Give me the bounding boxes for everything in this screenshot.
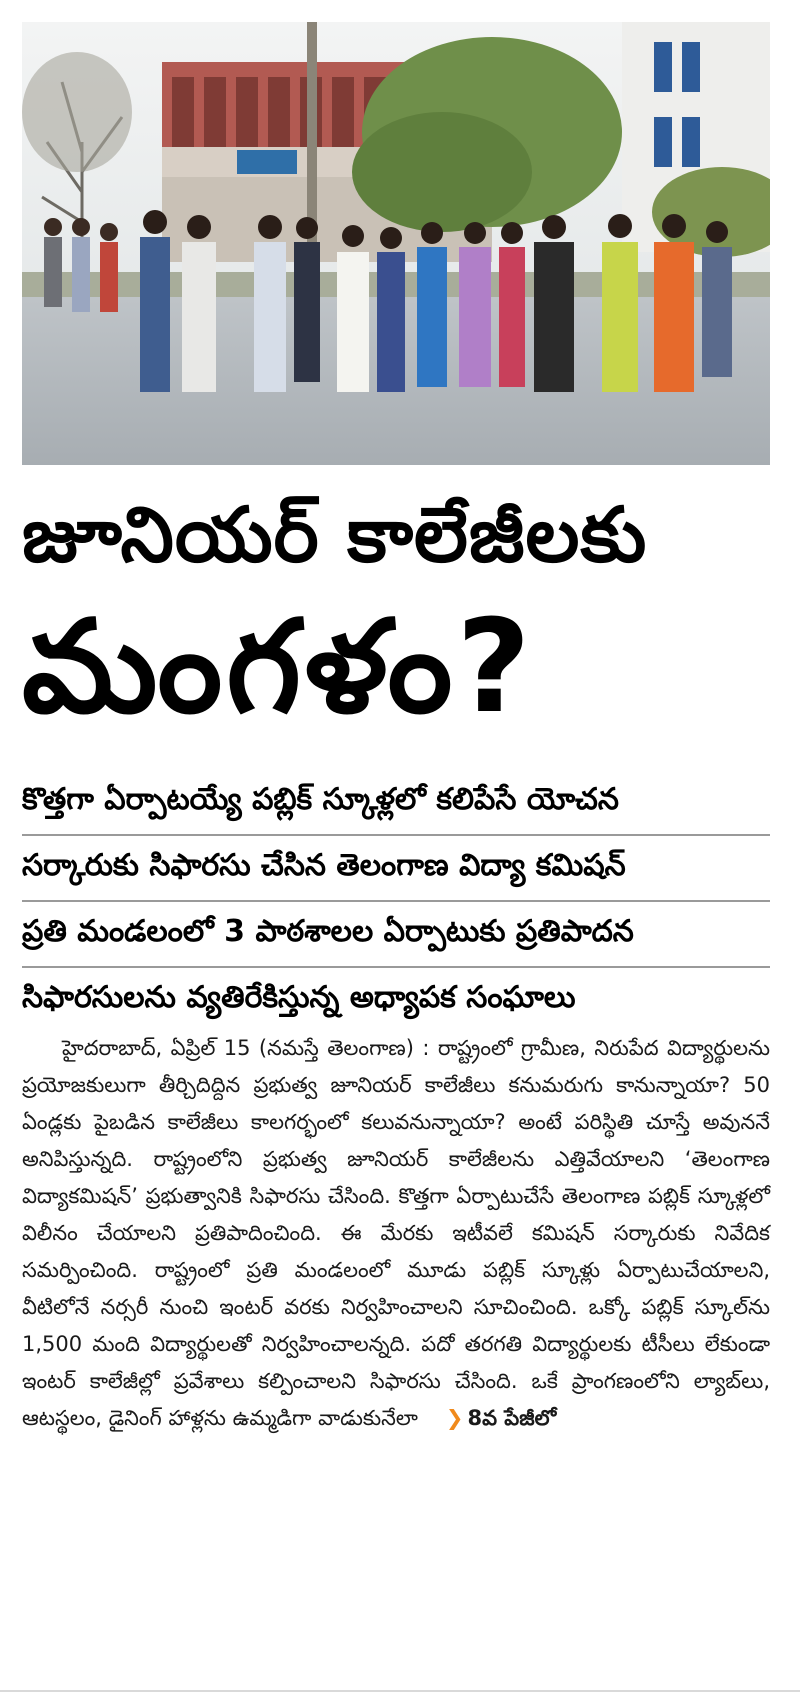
continued-on-page-link[interactable]	[446, 1406, 556, 1430]
headline-line-1: జూనియర్ కాలేజీలకు	[22, 490, 648, 579]
subheading: కొత్తగా ఏర్పాటయ్యే పబ్లిక్ స్కూళ్లలో కలిపేసే యోచన	[22, 770, 770, 836]
headline-line-2: మంగళం?	[22, 593, 535, 742]
article-text: హైదరాబాద్, ఏప్రిల్ 15 (నమస్తే తెలంగాణ) : రాష్ట్రంలో గ్రామీణ, నిరుపేద విద్యార్థులను ప్రయోజకులుగా తీర్చిదిద్దిన ప్రభుత్వ జూనియర్ కాలేజీలు కనుమరుగు కానున్నాయా? 50 ఏండ్లకు పైబడిన కాలేజీలు కాలగర్భంలో కలువనున్నాయా? అంటే పరిస్థితి చూస్తే అవుననే అనిపిస్తున్నది. రాష్ట్రంలోని ప్రభుత్వ జూనియర్ కాలేజీలను ఎత్తివేయాలని ‘తెలంగాణ విద్యాకమిషన్’ ప్రభుత్వానికి సిఫారసు చేసింది. కొత్తగా ఏర్పాటుచేసే తెలంగాణ పబ్లిక్ స్కూళ్లలో విలీనం చేయాలని ప్రతిపాదించింది. ఈ మేరకు ఇటీవలే కమిషన్ సర్కారుకు నివేదిక సమర్పించింది. రాష్ట్రంలో ప్రతి మండలంలో మూడు పబ్లిక్ స్కూళ్లు ఏర్పాటుచేయాలని, వీటిలోనే నర్సరీ నుంచి ఇంటర్ వరకు నిర్వహించాలని సూచించింది. ఒక్కో పబ్లిక్ స్కూల్‌ను 1,500 మంది విద్యార్థులతో నిర్వహించాలన్నది. పదో తరగతి విద్యార్థులకు టీసీలు లేకుండా ఇంటర్ కాలేజీల్లో ప్రవేశాలు కల్పించాలని సిఫారసు చేసింది. ఒకే ప్రాంగణంలోని ల్యాబ్‌లు, ఆటస్థలం, డైనింగ్ హాళ్లను ఉమ్మడిగా వాడుకునేలా	[22, 1036, 770, 1430]
subheading: ప్రతి మండలంలో 3 పాఠశాలల ఏర్పాటుకు ప్రతిపాదన	[22, 902, 770, 968]
bottom-divider	[0, 1690, 800, 1692]
chevron-right-icon: ❯	[445, 1406, 464, 1430]
subheading: సిఫారసులను వ్యతిరేకిస్తున్న అధ్యాపక సంఘాలు	[22, 980, 576, 1015]
article-photo	[22, 22, 770, 465]
subheading: సర్కారుకు సిఫారసు చేసిన తెలంగాణ విద్యా కమిషన్	[22, 836, 770, 902]
article-paragraph	[22, 1030, 770, 1437]
continued-on-page-label: 8వ పేజీలో	[467, 1406, 557, 1430]
subheading-list	[22, 770, 770, 1032]
article-body	[22, 1030, 770, 1437]
